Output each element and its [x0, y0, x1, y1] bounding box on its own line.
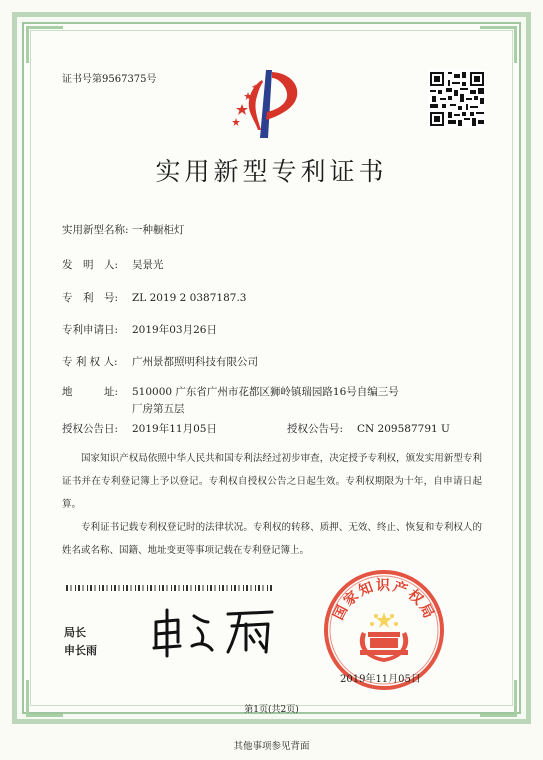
certificate-title: 实用新型专利证书 [155, 157, 388, 186]
notice-paragraph-2: 专利证书记载专利权登记时的法律状况。专利权的转移、质押、无效、终止、恢复和专利权人的姓名或名称、国籍、地址变更等事项记载在专利登记簿上。 [62, 522, 482, 556]
field-address-line2: 厂房第五层 [132, 403, 185, 415]
page-indicator: 第1页(共2页) [244, 705, 299, 715]
field-label: 地 址: [62, 386, 119, 398]
field-label: 实用新型名称: [62, 224, 129, 236]
notice-text [62, 447, 482, 562]
cnipa-logo-icon [228, 60, 310, 142]
field-patentee [62, 354, 258, 369]
field-label: 专 利 权 人: [62, 356, 118, 368]
field-inventor [62, 257, 164, 272]
frame-corner [26, 26, 63, 63]
signature-image [150, 606, 280, 658]
field-utility-model-name [62, 222, 185, 237]
seal-date: 2019年11月05日 [340, 674, 421, 685]
notice-paragraph-1: 国家知识产权局依照中华人民共和国专利法经过初步审查，决定授予专利权，颁发实用新型专利证书并在专利登记簿上予以登记。专利权自授权公告之日起生效。专利权期限为十年，自申请日起算。 [62, 453, 482, 510]
footer-note: 其他事项参见背面 [233, 741, 310, 752]
field-patent-number [62, 290, 246, 305]
field-application-date [62, 322, 217, 337]
frame-corner [480, 26, 517, 63]
field-grant-number [287, 421, 450, 436]
field-address [62, 384, 399, 399]
barcode-strip [66, 585, 274, 591]
field-value: 吴景光 [132, 259, 164, 271]
field-label: 发 明 人: [62, 259, 119, 271]
signature-name: 申长雨 [64, 644, 97, 657]
signature-title: 局长 [64, 626, 86, 639]
field-value: 510000 广东省广州市花都区狮岭镇瑞园路16号自编三号 [132, 386, 399, 398]
field-value: ZL 2019 2 0387187.3 [132, 292, 247, 304]
field-value: CN 209587791 U [357, 423, 450, 435]
field-value: 广州景都照明科技有限公司 [132, 356, 258, 368]
field-label: 专 利 号: [62, 292, 119, 304]
field-value: 一种橱柜灯 [132, 224, 185, 236]
seal-text: 国家知识产权局 [330, 578, 438, 623]
handwritten-signature [150, 606, 280, 658]
qr-code-icon [428, 70, 486, 128]
field-label: 专利申请日: [62, 324, 119, 336]
field-value: 2019年11月05日 [132, 423, 217, 435]
certificate-number: 证书号第9567375号 [62, 74, 157, 85]
field-label: 授权公告日: [62, 423, 119, 435]
field-value: 2019年03月26日 [132, 324, 217, 336]
field-label: 授权公告号: [287, 423, 344, 435]
field-grant-date [62, 421, 217, 436]
